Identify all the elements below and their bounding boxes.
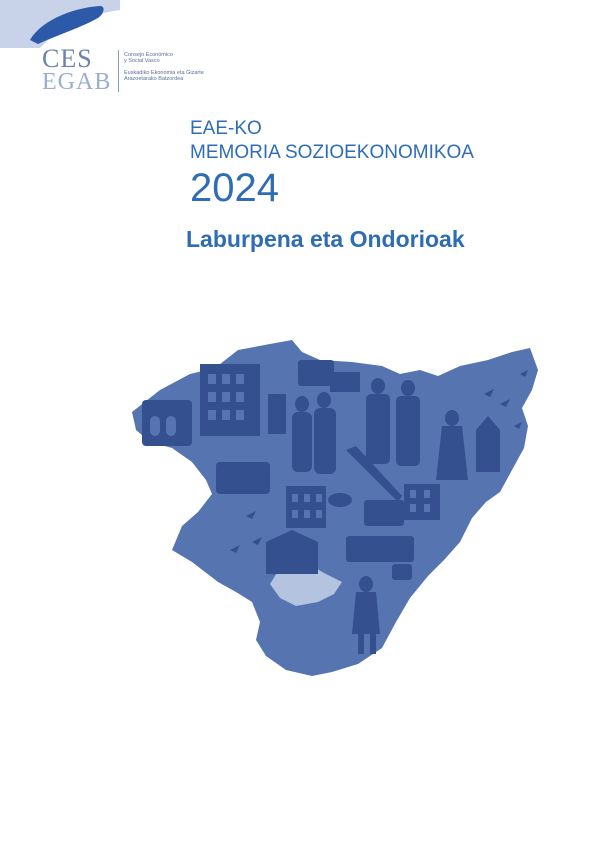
logo-caption-4: Arazoetarako Batzordea <box>124 76 184 82</box>
subtitle: Laburpena eta Ondorioak <box>186 226 465 252</box>
logo-divider <box>118 50 119 92</box>
logo-egab: EGAB <box>42 69 112 95</box>
logo-caption-1: Consejo Económico <box>124 52 173 58</box>
logo-caption-3: Euskadiko Ekonomia eta Gizarte <box>124 70 204 76</box>
title-year: 2024 <box>190 166 279 210</box>
basque-country-map-illustration <box>120 330 550 680</box>
logo-swoosh <box>0 0 120 48</box>
title-line-1: EAE-KO <box>190 118 262 139</box>
logo-ces: CES <box>42 44 93 73</box>
organization-logo <box>20 44 204 96</box>
logo-caption-2: y Social Vasco <box>124 58 160 64</box>
title-line-2: MEMORIA SOZIOEKONOMIKOA <box>190 142 474 163</box>
